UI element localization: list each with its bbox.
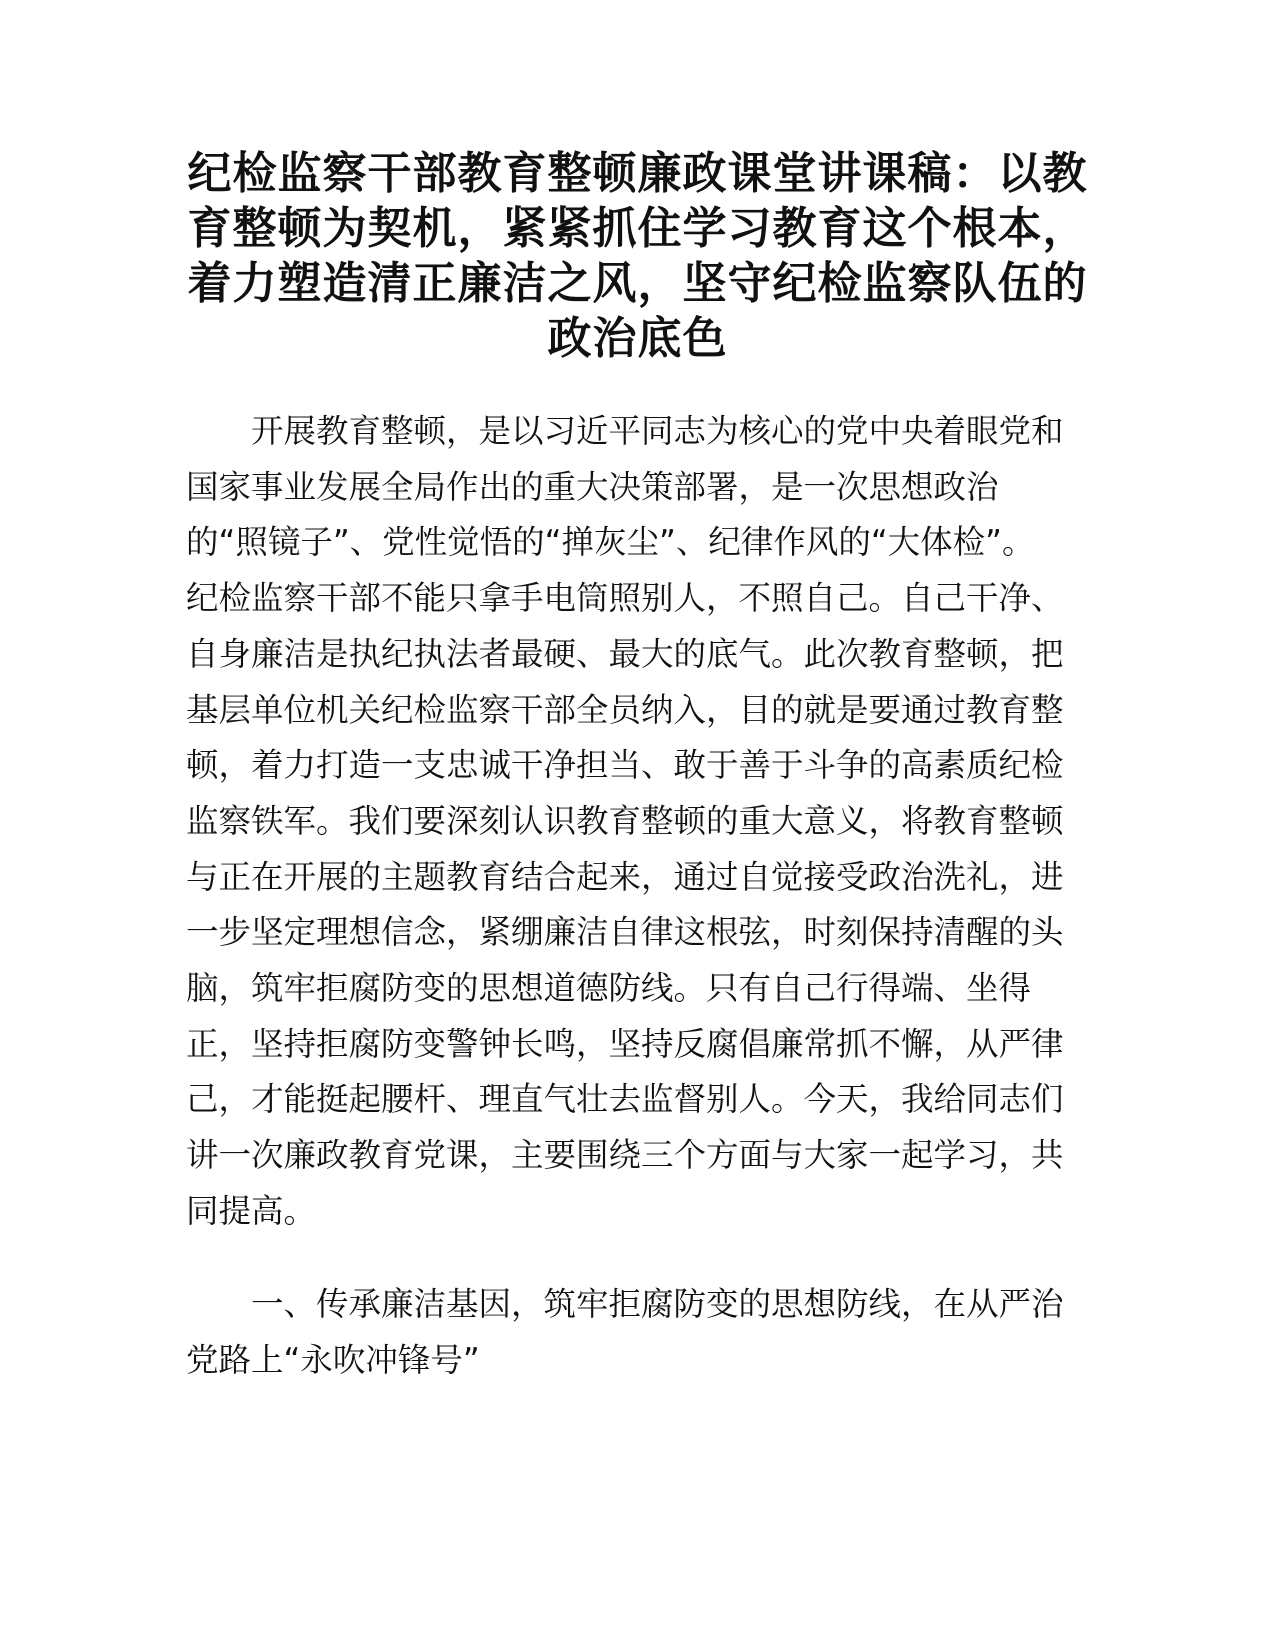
paragraph-line: 正，坚持拒腐防变警钟长鸣，坚持反腐倡廉常抓不懈，从严律 [186,1024,1064,1063]
paragraph-line: 同提高。 [186,1191,317,1230]
paragraph-line: 国家事业发展全局作出的重大决策部署，是一次思想政治 [186,467,999,506]
title-line: 育整顿为契机，紧紧抓住学习教育这个根本， [187,203,1088,254]
document-title [186,146,1089,366]
paragraph-line: 开展教育整顿，是以习近平同志为核心的党中央着眼党和 [251,412,1064,450]
paragraph-line: 讲一次廉政教育党课，主要围绕三个方面与大家一起学习，共 [186,1136,1064,1175]
paragraph-line: 顿，着力打造一支忠诚干净担当、敢于善于斗争的高素质纪检 [186,746,1064,785]
paragraph-line: 基层单位机关纪检监察干部全员纳入，目的就是要通过教育整 [186,690,1064,729]
paragraph-line: 脑，筑牢拒腐防变的思想道德防线。只有自己行得端、坐得 [186,969,1032,1008]
paragraph-line: 的“照镜子”、党性觉悟的“掸灰尘”、纪律作风的“大体检”。 [186,523,1035,562]
section-heading-paragraph [186,1277,1089,1388]
title-line: 纪检监察干部教育整顿廉政课堂讲课稿：以教 [187,148,1088,199]
intro-paragraph [186,404,1089,1240]
paragraph-line: 党路上“永吹冲锋号” [186,1340,480,1379]
paragraph-line: 监察铁军。我们要深刻认识教育整顿的重大意义，将教育整顿 [186,801,1064,840]
title-line: 政治底色 [547,313,728,364]
paragraph-line: 自身廉洁是执纪执法者最硬、最大的底气。此次教育整顿，把 [186,634,1064,673]
paragraph-line: 己，才能挺起腰杆、理直气壮去监督别人。今天，我给同志们 [186,1080,1064,1119]
title-line: 着力塑造清正廉洁之风，坚守纪检监察队伍的 [187,258,1088,309]
paragraph-line: 一步坚定理想信念，紧绷廉洁自律这根弦，时刻保持清醒的头 [186,913,1064,952]
paragraph-line: 一、传承廉洁基因，筑牢拒腐防变的思想防线，在从严治 [251,1285,1064,1323]
paragraph-line: 纪检监察干部不能只拿手电筒照别人，不照自己。自己干净、 [186,579,1064,618]
paragraph-line: 与正在开展的主题教育结合起来，通过自觉接受政治洗礼，进 [186,857,1064,896]
